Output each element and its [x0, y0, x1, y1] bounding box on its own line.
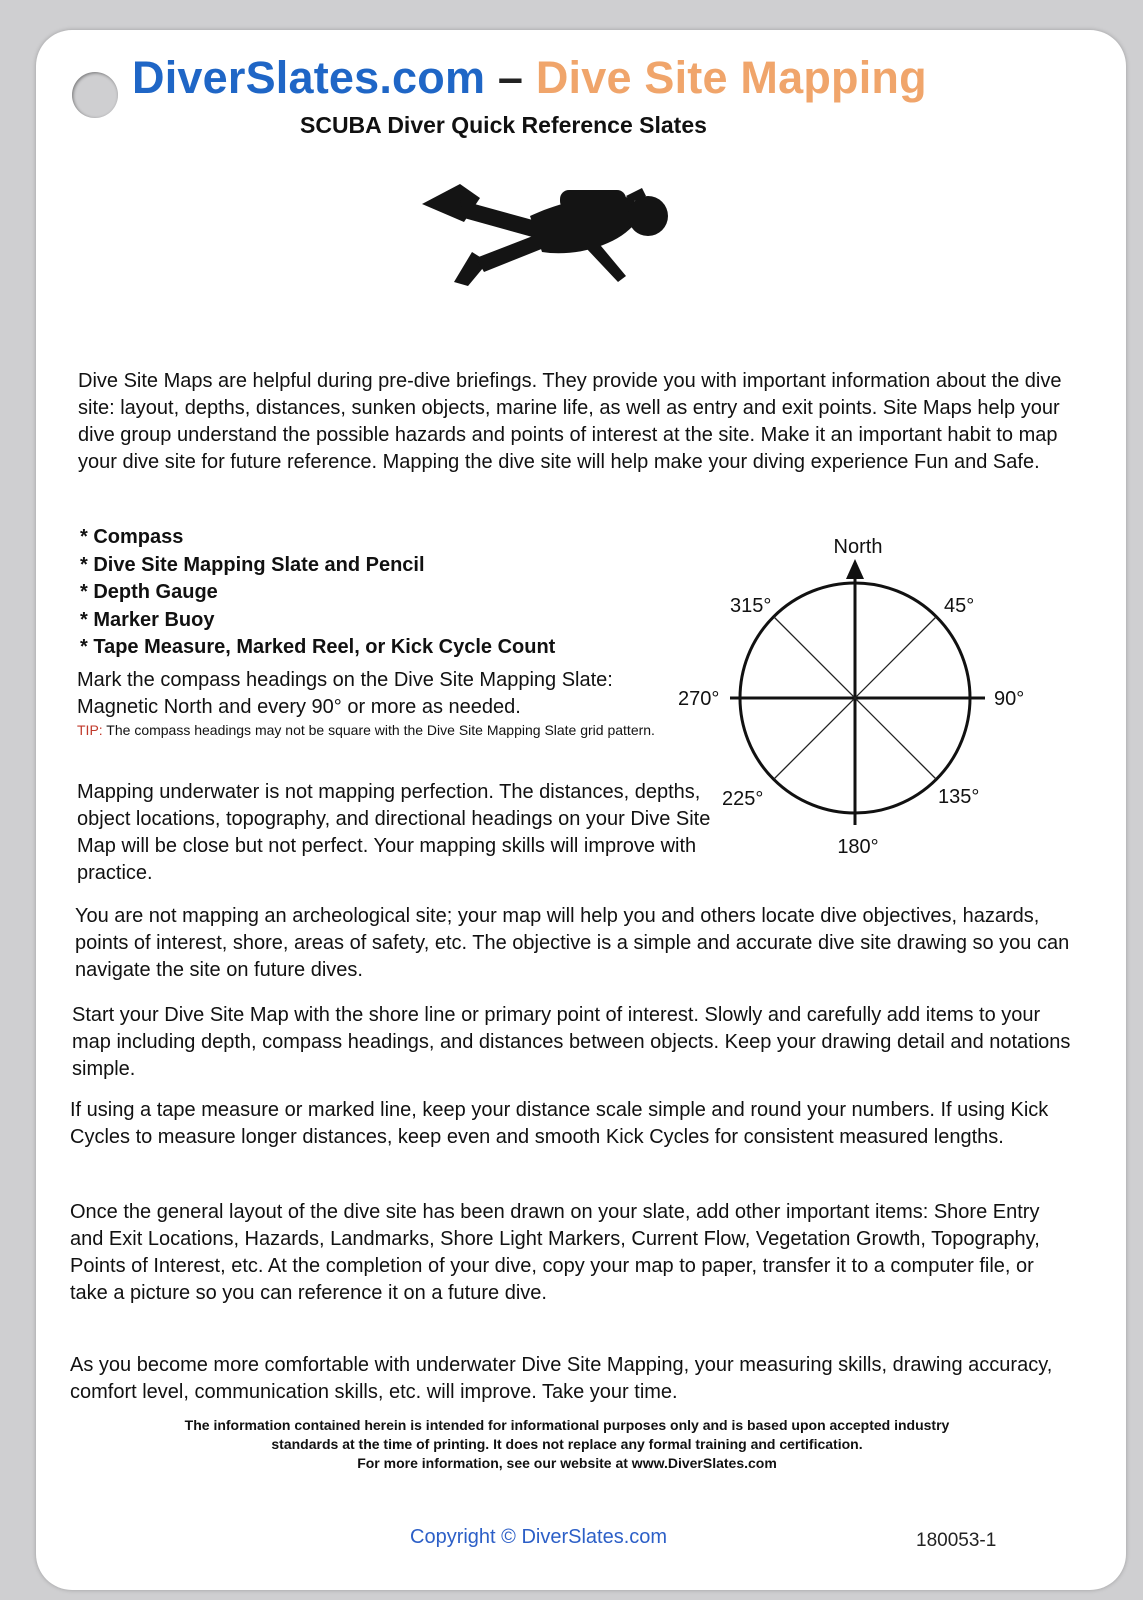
equipment-item: * Marker Buoy [80, 608, 215, 631]
disclaimer-line: standards at the time of printing. It does not replace any formal training and certification. [271, 1436, 863, 1452]
heading-180-label: 180° [837, 836, 879, 858]
body-paragraph: As you become more comfortable with underwater Dive Site Mapping, your measuring skills, drawing accuracy, comfort level, communication skills, etc. will improve. Take your time. [70, 1354, 1053, 1403]
heading-225-label: 225° [722, 788, 764, 810]
tip-note [77, 718, 677, 742]
lanyard-hole [72, 72, 118, 118]
scuba-diver-icon [420, 182, 680, 292]
heading-135-label: 135° [938, 786, 980, 808]
heading-315-label: 315° [730, 595, 772, 617]
intro-paragraph: Dive Site Maps are helpful during pre-dive briefings. They provide you with important information about the dive site: layout, depths, distances, sunken objects, marine life, as well as entry and exit points. Site Maps help your dive group understand the possible hazards and points of interest at the site. Make it an important habit to map your dive site for future reference. Mapping the dive site will help make your diving experience Fun and Safe. [78, 370, 1062, 473]
tip-label: TIP: [77, 722, 103, 738]
north-label: North [833, 536, 883, 558]
copyright-notice: Copyright © DiverSlates.com [410, 1526, 668, 1548]
brand-name: DiverSlates.com [132, 52, 486, 103]
topic-name: Dive Site Mapping [535, 52, 927, 103]
heading-270-label: 270° [678, 688, 720, 710]
heading-45-label: 45° [944, 595, 975, 617]
body-paragraph: If using a tape measure or marked line, keep your distance scale simple and round your numbers. If using Kick Cycles to measure longer distances, keep even and smooth Kick Cycles for consistent measured lengths. [70, 1099, 1049, 1148]
equipment-item: * Compass [80, 526, 184, 548]
disclaimer [72, 1416, 1062, 1473]
north-arrow-icon [846, 559, 864, 579]
compass-rose-diagram [670, 535, 1050, 875]
disclaimer-line: For more information, see our website at www.DiverSlates.com [357, 1455, 777, 1471]
slate-title [132, 52, 1072, 104]
mapping-perfection-paragraph: Mapping underwater is not mapping perfection. The distances, depths, object locations, topography, and directional headings on your Dive Site Map will be close but not perfect. Your mapping skills will improve with practice. [77, 781, 711, 884]
disclaimer-line: The information contained herein is intended for informational purposes only and is based upon accepted industry [184, 1417, 950, 1433]
body-paragraph: Once the general layout of the dive site has been drawn on your slate, add other important items: Shore Entry and Exit Locations, Hazards, Landmarks, Shore Light Markers, Current Flow, Vegetation Growth, Topography, Points of Interest, etc. At the completion of your dive, copy your map to paper, transfer it to a computer file, or take a picture so you can reference it on a future dive. [70, 1201, 1040, 1304]
slate-subtitle: SCUBA Diver Quick Reference Slates [300, 112, 707, 138]
compass-headings-instruction: Mark the compass headings on the Dive Site Mapping Slate: Magnetic North and every 90° or more as needed. [77, 669, 613, 718]
tip-text: The compass headings may not be square with the Dive Site Mapping Slate grid pattern. [102, 722, 655, 738]
body-paragraph: Start your Dive Site Map with the shore line or primary point of interest. Slowly and carefully add items to your map including depth, compass headings, and distances between objects. Keep your drawing detail and notations simple. [72, 1004, 1071, 1080]
equipment-item: * Dive Site Mapping Slate and Pencil [80, 553, 425, 576]
equipment-list [80, 524, 555, 662]
title-dash: – [485, 52, 536, 103]
equipment-item: * Tape Measure, Marked Reel, or Kick Cycle Count [80, 636, 556, 658]
equipment-item: * Depth Gauge [80, 581, 218, 603]
heading-90-label: 90° [994, 688, 1025, 710]
body-paragraph: You are not mapping an archeological site; your map will help you and others locate dive objectives, hazards, points of interest, shore, areas of safety, etc. The objective is a simple and accurate dive site drawing so you can navigate the site on future dives. [75, 905, 1070, 981]
product-code: 180053-1 [916, 1530, 997, 1551]
